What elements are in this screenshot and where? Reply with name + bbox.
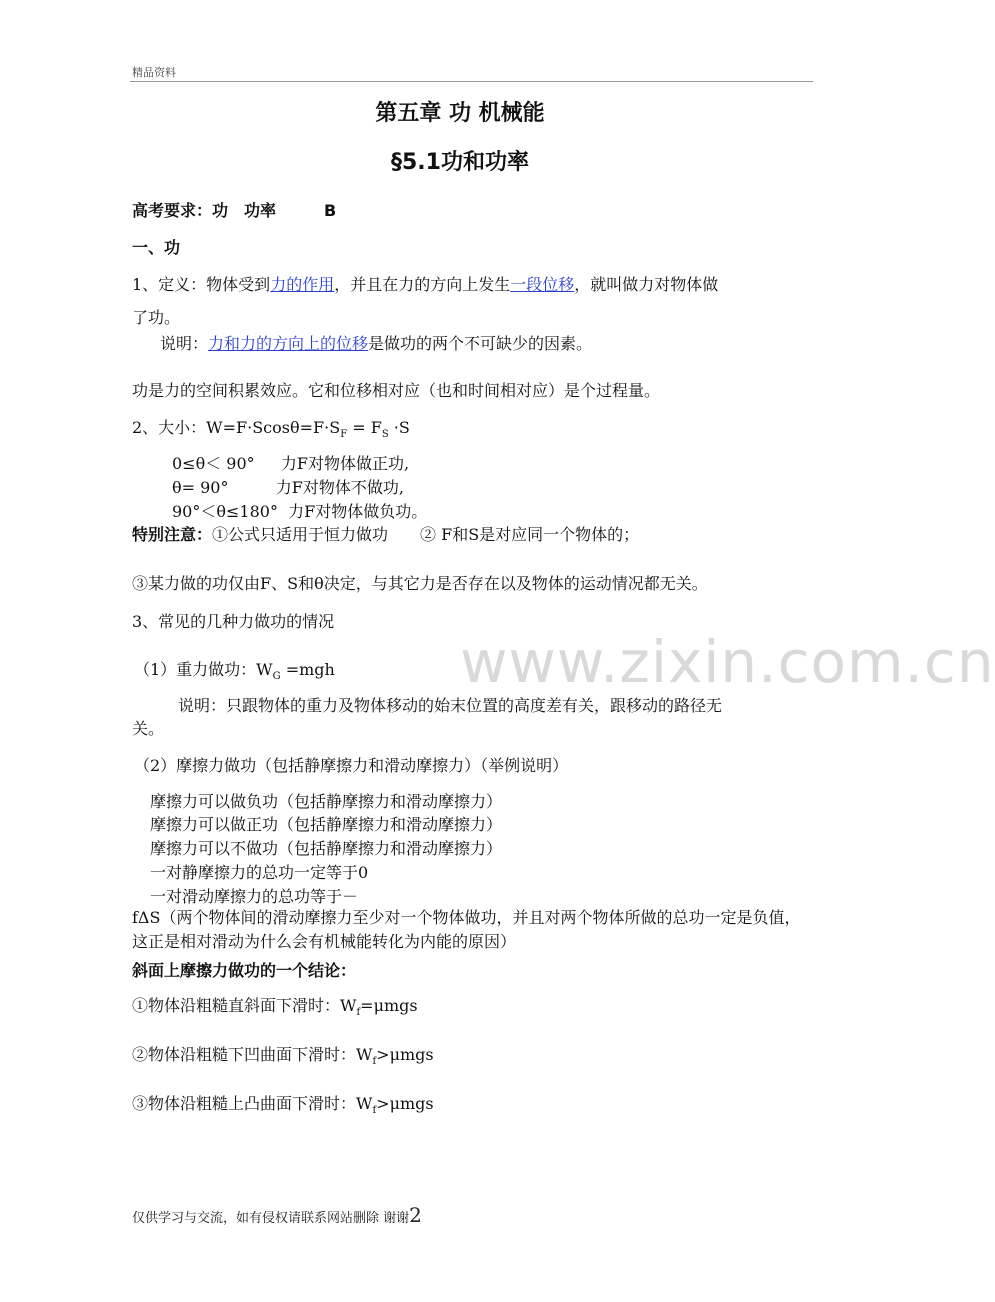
attention-text-1: ①公式只适用于恒力做功 ② F和S是对应同一个物体的；	[212, 525, 640, 544]
slope-conclusion-heading: 斜面上摩擦力做功的一个结论：	[132, 961, 357, 980]
case-positive: 0≤θ＜ 90° 力F对物体做正功,	[172, 454, 410, 473]
footer-text: 仅供学习与交流，如有侵权请联系网站删除 谢谢	[132, 1211, 410, 1226]
page-number: 2	[409, 1203, 422, 1227]
magnitude-formula	[132, 415, 410, 440]
requirement: 高考要求：功 功率 B	[132, 201, 337, 220]
attention-line	[132, 522, 639, 545]
heading-work: 一、功	[132, 238, 181, 257]
slope-straight-b: =μmgs	[360, 996, 418, 1015]
section-title: §5.1功和功率	[391, 150, 529, 175]
friction-none: 摩擦力可以不做功（包括静摩擦力和滑动摩擦力）	[150, 839, 503, 858]
sliding-friction-pair: 一对滑动摩擦力的总功等于－	[150, 887, 359, 906]
gravity-text-b: =mgh	[280, 660, 335, 679]
definition-text-a: 1、定义：物体受到	[132, 275, 271, 294]
friction-negative: 摩擦力可以做负功（包括静摩擦力和滑动摩擦力）	[150, 792, 503, 811]
slope-concave-a: ②物体沿粗糙下凹曲面下滑时：W	[132, 1045, 373, 1064]
case-negative: 90°＜θ≤180° 力F对物体做负功。	[172, 502, 428, 521]
slope-convex-sub: f	[372, 1105, 377, 1117]
definition-continuation: 了功。	[132, 308, 181, 327]
formula-sub-s: S	[381, 429, 389, 441]
slope-straight-sub: f	[356, 1007, 361, 1019]
gravity-note: 说明：只跟物体的重力及物体移动的始末位置的高度差有关，跟移动的路径无	[178, 696, 723, 715]
slope-concave-sub: f	[372, 1056, 377, 1068]
force-action-link[interactable]: 力的作用	[270, 275, 335, 294]
formula-part-a: 2、大小：W=F·Scosθ=F·S	[132, 418, 341, 437]
note-text: 是做功的两个不可缺少的因素。	[368, 334, 593, 353]
slope-straight	[132, 993, 418, 1018]
watermark: www.zixin.com.cn	[460, 628, 995, 696]
slope-convex-b: >μmgs	[376, 1094, 434, 1113]
header-label: 精品资料	[132, 66, 176, 79]
friction-positive: 摩擦力可以做正功（包括静摩擦力和滑动摩擦力）	[150, 815, 503, 834]
slope-convex-a: ③物体沿粗糙上凸曲面下滑时：W	[132, 1094, 373, 1113]
chapter-title: 第五章 功 机械能	[375, 101, 545, 126]
factors-link[interactable]: 力和力的方向上的位移	[208, 334, 369, 353]
definition-text-c: ，就叫做力对物体做	[574, 275, 719, 294]
header-divider	[130, 81, 813, 82]
fds-explanation: fΔS（两个物体间的滑动摩擦力至少对一个物体做功，并且对两个物体所做的总功一定是负值，这正是相对滑动为什么会有机械能转化为内能的原因）	[132, 908, 801, 951]
attention-text-2: ③某力做的功仅由F、S和θ决定，与其它力是否存在以及物体的运动情况都无关。	[132, 574, 708, 593]
definition-text-b: ，并且在力的方向上发生	[334, 275, 511, 294]
gravity-text-a: （1）重力做功：W	[134, 660, 273, 679]
gravity-work	[134, 657, 335, 682]
formula-part-c: ·S	[388, 418, 410, 437]
footer	[132, 1203, 422, 1227]
slope-concave-b: >μmgs	[376, 1045, 434, 1064]
process-text: 功是力的空间积累效应。它和位移相对应（也和时间相对应）是个过程量。	[132, 381, 661, 400]
definition-line	[132, 272, 718, 295]
case-zero: θ= 90° 力F对物体不做功,	[172, 478, 404, 497]
friction-heading: （2）摩擦力做功（包括静摩擦力和滑动摩擦力）（举例说明）	[134, 756, 569, 775]
gravity-note-cont: 关。	[132, 719, 165, 738]
note-label: 说明：	[160, 334, 209, 353]
slope-straight-a: ①物体沿粗糙直斜面下滑时：W	[132, 996, 357, 1015]
displacement-link[interactable]: 一段位移	[510, 275, 575, 294]
slope-convex	[132, 1091, 434, 1116]
slope-concave	[132, 1042, 434, 1067]
note-line	[160, 331, 592, 354]
common-forces-heading: 3、常见的几种力做功的情况	[132, 612, 335, 631]
formula-part-b: = F	[347, 418, 382, 437]
attention-label: 特别注意：	[132, 525, 213, 544]
formula-sub-f: F	[340, 429, 348, 441]
gravity-sub: G	[272, 671, 281, 683]
static-friction-pair: 一对静摩擦力的总功一定等于0	[150, 863, 369, 882]
